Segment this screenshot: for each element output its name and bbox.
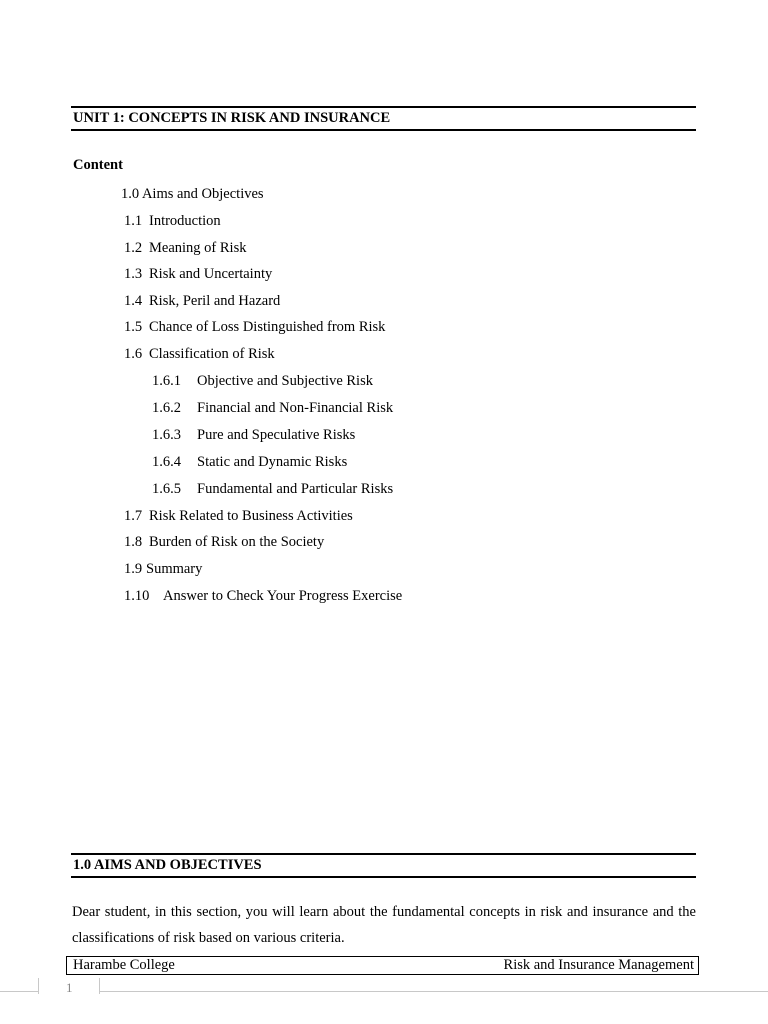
toc-subitem: [152, 426, 355, 444]
toc-title: Aims and Objectives: [141, 186, 264, 202]
toc-number: 1.10: [124, 588, 150, 604]
toc-title: Static and Dynamic Risks: [197, 454, 348, 470]
toc-item: [124, 212, 221, 230]
toc-title: Risk Related to Business Activities: [149, 508, 353, 524]
toc-title: Risk and Uncertainty: [149, 266, 273, 282]
toc-number: 1.2: [124, 240, 143, 256]
toc-number: 1.4: [124, 293, 143, 309]
toc-item: [124, 292, 280, 310]
toc-title: Meaning of Risk: [149, 240, 247, 256]
toc-subitem: [152, 453, 347, 471]
toc-title: Fundamental and Particular Risks: [197, 481, 394, 497]
toc-number: 1.6.2: [152, 400, 181, 416]
toc-item: [124, 533, 324, 551]
unit-heading: UNIT 1: CONCEPTS IN RISK AND INSURANCE: [73, 110, 391, 126]
footer-course-title: Risk and Insurance Management: [503, 957, 694, 973]
page-footer: [66, 956, 699, 975]
section-heading: 1.0 AIMS AND OBJECTIVES: [73, 857, 262, 873]
toc-number: 1.6.5: [152, 481, 181, 497]
toc-number: 1.9: [124, 561, 143, 577]
toc-title: Summary: [146, 561, 203, 577]
footer-institution: Harambe College: [73, 957, 175, 973]
heading-top-rule: [71, 106, 696, 108]
toc-title: Introduction: [149, 213, 221, 229]
toc-number: 1.1: [124, 213, 143, 229]
toc-title: Answer to Check Your Progress Exercise: [163, 588, 403, 604]
toc-number: 1.0: [121, 186, 140, 202]
toc-title: Financial and Non-Financial Risk: [197, 400, 394, 416]
toc-item: [121, 185, 264, 203]
toc-number: 1.6.4: [152, 454, 181, 470]
toc-item: [124, 587, 402, 605]
heading-bottom-rule: [71, 129, 696, 131]
toc-number: 1.6.1: [152, 373, 181, 389]
page-bottom-edge: [0, 991, 768, 992]
content-label: Content: [73, 157, 123, 173]
toc-subitem: [152, 480, 393, 498]
toc-subitem: [152, 399, 393, 417]
toc-number: 1.8: [124, 534, 143, 550]
toc-item: [124, 345, 275, 363]
toc-title: Objective and Subjective Risk: [197, 373, 373, 389]
toc-item: [124, 318, 385, 336]
toc-title: Risk, Peril and Hazard: [149, 293, 281, 309]
toc-number: 1.5: [124, 319, 143, 335]
toc-subitem: [152, 372, 373, 390]
section-top-rule: [71, 853, 696, 855]
toc-title: Burden of Risk on the Society: [149, 534, 325, 550]
toc-title: Pure and Speculative Risks: [197, 427, 356, 443]
toc-item: [124, 265, 272, 283]
page-number: 1: [66, 980, 73, 995]
section-bottom-rule: [71, 876, 696, 878]
toc-title: Classification of Risk: [149, 346, 275, 362]
toc-item: [124, 507, 353, 525]
toc-item: [124, 560, 202, 578]
toc-number: 1.3: [124, 266, 143, 282]
toc-number: 1.6.3: [152, 427, 181, 443]
intro-paragraph: Dear student, in this section, you will learn about the fundamental concepts in risk and insurance and the classifications of risk based on various criteria.: [72, 904, 696, 946]
toc-item: [124, 239, 246, 257]
toc-title: Chance of Loss Distinguished from Risk: [149, 319, 386, 335]
toc-number: 1.7: [124, 508, 143, 524]
toc-number: 1.6: [124, 346, 143, 362]
